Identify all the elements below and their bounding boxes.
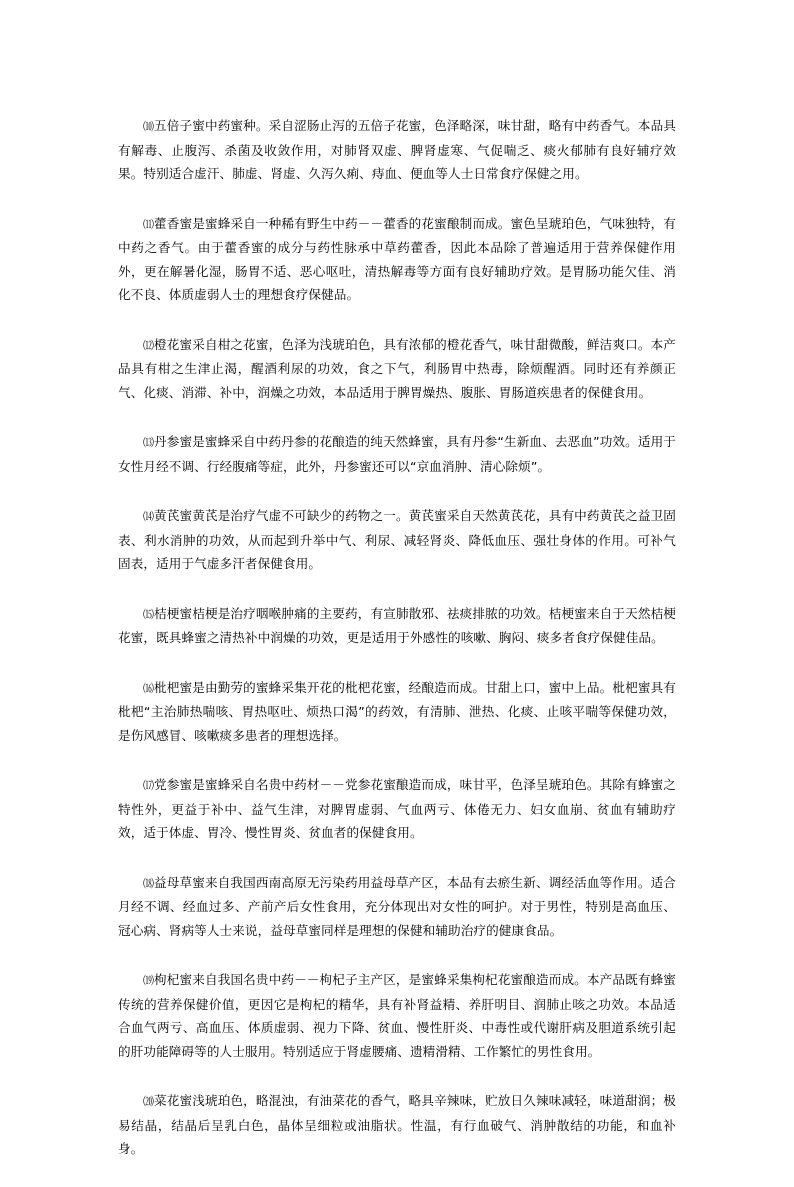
paragraph-text: 橙花蜜采自柑之花蜜，色泽为浅琥珀色，具有浓郁的橙花香气，味甘甜微酸，鲜洁爽口。本产品具有柑之生津止渴，醒酒利尿的功效，食之下气，利肠胃中热毒，除烦醒酒。同时还有养颜正气、化痰、消滞、补中，润燥之功效，本品适用于脾胃燥热、腹胀、胃肠道疾患者的保健食用。	[118, 336, 676, 400]
paragraph-text: 菜花蜜浅琥珀色，略混浊，有油菜花的香气，略具辛辣味，贮放日久辣味减轻，味道甜润；极易结晶，结晶后呈乳白色，晶体呈细粒或油脂状。性温，有行血破气、消肿散结的功能，和血补身。	[118, 1093, 676, 1156]
paragraph-13	[118, 430, 676, 478]
paragraph-number: ⒄	[143, 779, 154, 792]
paragraph-text: 益母草蜜来自我国西南高原无污染药用益母草产区，本品有去瘀生新、调经活血等作用。适合月经不调、经血过多、产前产后女性食用，充分体现出对女性的呵护。对于男性，特别是高血压、冠心病、肾病等人士来说，益母草蜜同样是理想的保健和辅助治疗的健康食品。	[118, 874, 676, 938]
document-page	[118, 114, 676, 1187]
paragraph-number: ⒆	[143, 974, 154, 987]
paragraph-10	[118, 114, 676, 186]
paragraph-number: ⑽	[143, 120, 154, 133]
paragraph-number: ⒃	[143, 681, 154, 695]
paragraph-15	[118, 602, 676, 650]
paragraph-number: ⒂	[143, 607, 154, 621]
paragraph-number: ⒀	[143, 436, 154, 449]
paragraph-text: 桔梗蜜桔梗是治疗咽喉肿痛的主要药，有宣肺散邪、祛痰排脓的功效。桔梗蜜来自于天然桔梗花蜜，既具蜂蜜之清热补中润燥的功效，更是适用于外感性的咳嗽、胸闷、痰多者食疗保健佳品。	[118, 605, 676, 645]
paragraph-12	[118, 333, 676, 405]
paragraph-text: 藿香蜜是蜜蜂采自一种稀有野生中药－－藿香的花蜜酿制而成。蜜色呈琥珀色，气味独特，有中药之香气。由于藿香蜜的成分与药性脉承中草药藿香，因此本品除了普遍适用于营养保健作用外，更在解暑化湿，肠胃不适、恶心呕吐，清热解毒等方面有良好辅助疗效。是胃肠功能欠佳、消化不良、体质虚弱人士的理想食疗保健品。	[118, 215, 676, 302]
paragraph-14	[118, 504, 676, 576]
paragraph-number: ⒇	[143, 1095, 154, 1108]
paragraph-20	[118, 1089, 676, 1161]
paragraph-number: ⒅	[143, 876, 154, 890]
paragraph-text: 五倍子蜜中药蜜种。采自涩肠止泻的五倍子花蜜，色泽略深，味甘甜，略有中药香气。本品具有解毒、止腹泻、杀菌及收敛作用，对肺肾双虚、脾肾虚寒、气促喘乏、痰火郁肺有良好辅疗效果。特别适合虚汗、肺虚、肾虚、久泻久痢、痔血、便血等人士日常食疗保健之用。	[118, 118, 676, 181]
paragraph-text: 枇杷蜜是由勤劳的蜜蜂采集开花的枇杷花蜜，经酿造而成。甘甜上口，蜜中上品。枇杷蜜具有枇杷“主治肺热喘咳、胃热呕吐、烦热口渴”的药效，有清肺、泄热、化痰、止咳平喘等保健功效，是伤风感冒、咳嗽痰多患者的理想选择。	[118, 679, 676, 743]
paragraph-number: ⑾	[143, 217, 154, 231]
paragraph-number: ⒁	[143, 510, 154, 523]
paragraph-18	[118, 871, 676, 943]
paragraph-number: ⑿	[143, 338, 154, 352]
paragraph-16	[118, 676, 676, 748]
paragraph-text: 丹参蜜是蜜蜂采自中药丹参的花酿造的纯天然蜂蜜，具有丹参“生新血、去恶血”功效。适用于女性月经不调、行经腹痛等症，此外，丹参蜜还可以“京血消肿、清心除烦”。	[118, 434, 677, 474]
paragraph-text: 党参蜜是蜜蜂采自名贵中药材－－党参花蜜酿造而成，味甘平，色泽呈琥珀色。其除有蜂蜜之特性外，更益于补中、益气生津，对脾胃虚弱、气血两亏、体倦无力、妇女血崩、贫血有辅助疗效，适于体虚、胃冷、慢性胃炎、贫血者的保健食用。	[118, 777, 676, 840]
paragraph-17	[118, 773, 676, 845]
paragraph-19	[118, 968, 676, 1063]
paragraph-text: 枸杞蜜来自我国名贵中药－－枸杞子主产区，是蜜蜂采集枸杞花蜜酿造而成。本产品既有蜂蜜传统的营养保健价值，更因它是枸杞的精华，具有补肾益精、养肝明目、润肺止咳之功效。本品适合血气两亏、高血压、体质虚弱、视力下降、贫血、慢性肝炎、中毒性或代谢肝病及胆道系统引起的肝功能障碍等的人士服用。特别适应于肾虚腰痛、遗精滑精、工作繁忙的男性食用。	[118, 972, 676, 1059]
paragraph-11	[118, 212, 676, 307]
paragraph-text: 黄芪蜜黄芪是治疗气虚不可缺少的药物之一。黄芪蜜采自天然黄芪花，具有中药黄芪之益卫固表、利水消肿的功效，从而起到升举中气、利尿、减轻肾炎、降低血压、强壮身体的作用。可补气固表，适用于气虚多汗者保健食用。	[118, 508, 676, 571]
